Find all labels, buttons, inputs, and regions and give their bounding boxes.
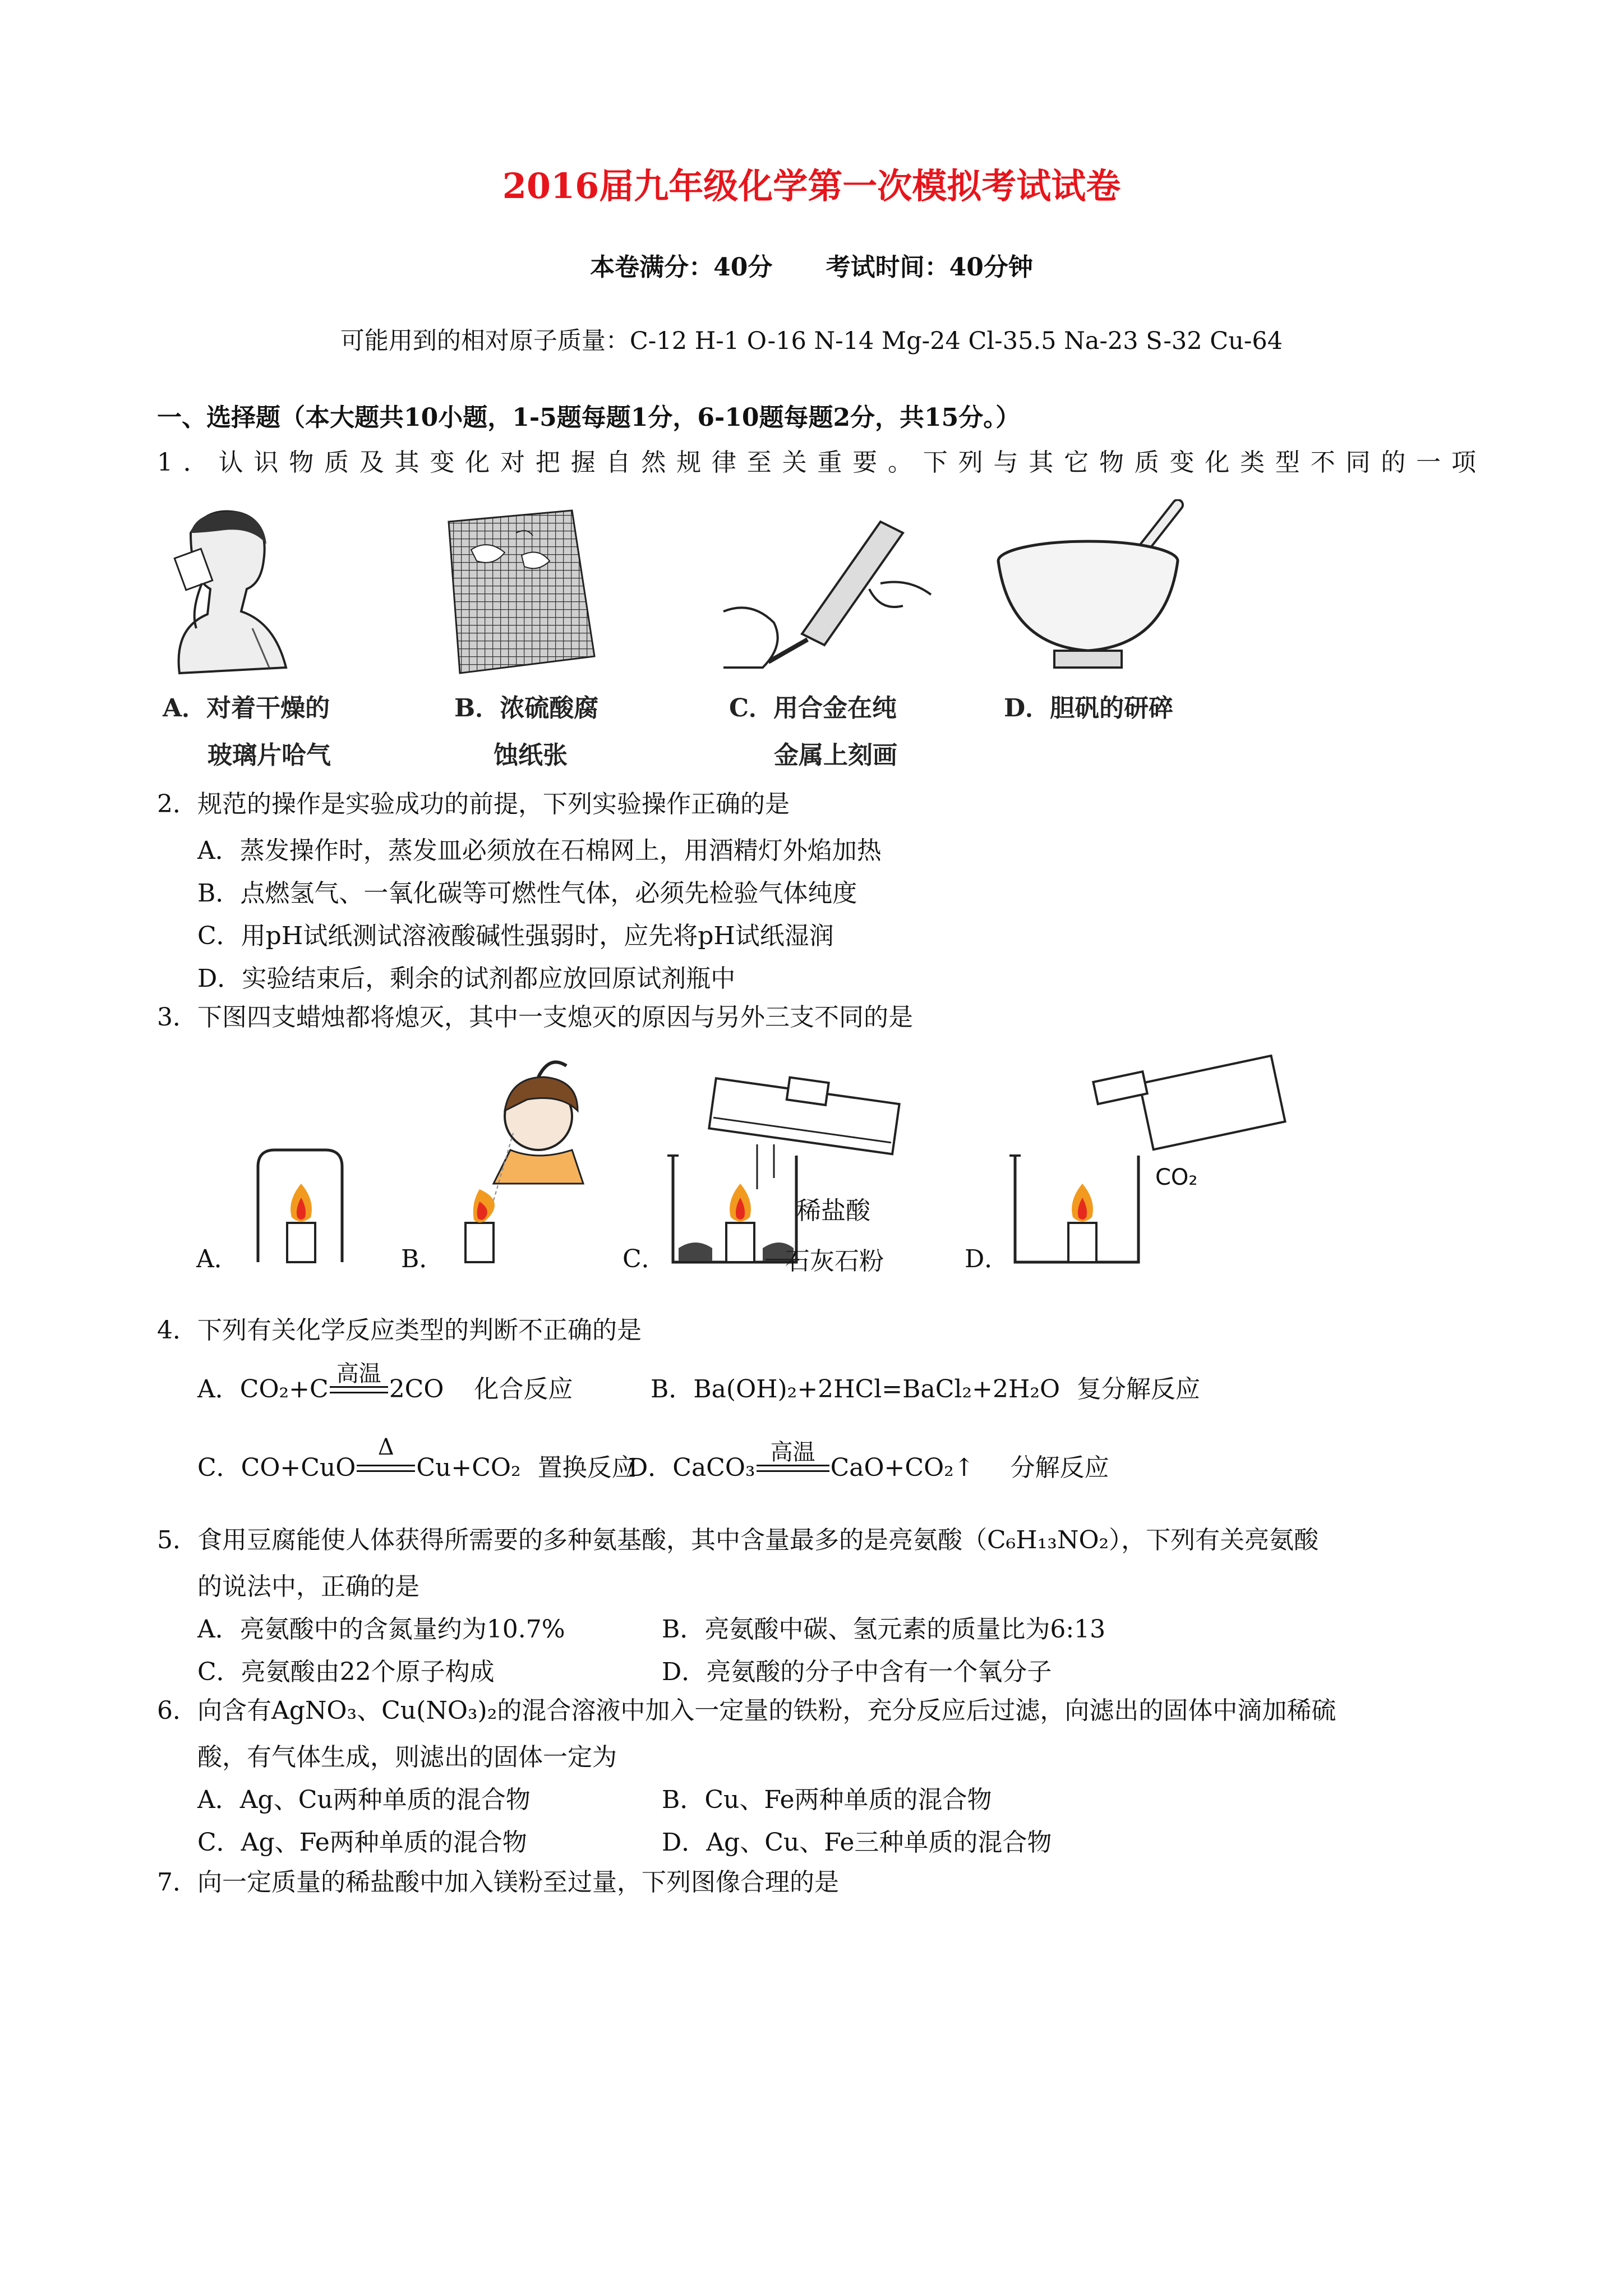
q4-b-equation: B．Ba(OH)₂+2HCl=BaCl₂+2H₂O [651,1375,1061,1404]
q3-acid-label: 稀盐酸 [796,1197,870,1225]
corroded-paper-grid-illustration [437,499,606,684]
q4-c-condition: Δ [377,1434,394,1460]
q1-figure-a [157,499,404,780]
q5-option-b: B．亮氨酸中碳、氢元素的质量比为6:13 [662,1615,1106,1644]
q4-option-d [628,1439,1109,1483]
q3-co2-label: CO₂ [1155,1165,1198,1190]
exam-time: 考试时间：40分钟 [826,253,1033,282]
q1-caption-a-line1: A．对着干燥的 [163,694,330,723]
q2-option-b: B．点燃氢气、一氧化碳等可燃性气体，必须先检验气体纯度 [197,879,857,908]
q4-a-products: 2CO [389,1375,444,1404]
q1-caption-d-line1: D．胆矾的研碎 [1004,694,1174,723]
q3-limestone-pointer [766,1259,799,1260]
q4-c-reactants: C．CO+CuO [197,1453,356,1482]
person-breathing-on-glass-illustration [157,499,404,684]
q2-option-a: A．蒸发操作时，蒸发皿必须放在石棉网上，用酒精灯外焰加热 [197,836,882,865]
question-1-stem: 1．认识物质及其变化对把握自然规律至关重要。下列与其它物质变化类型不同的一项 [157,448,1476,477]
q6-option-b: B．Cu、Fe两种单质的混合物 [662,1786,992,1814]
reaction-condition-equals [330,1361,388,1401]
q4-option-c [197,1434,637,1483]
q1-caption-c-line1: C．用合金在纯 [729,694,897,723]
q6-option-d: D．Ag、Cu、Fe三种单质的混合物 [662,1828,1052,1857]
q1-caption-b-line1: B．浓硫酸腐 [454,694,599,723]
q1-figure-d [987,499,1223,780]
girl-blowing-candle [465,1062,583,1262]
beaker-co2-pour [1009,1055,1285,1262]
alloy-scratching-metal-illustration [712,499,948,684]
candle-under-bell-jar [258,1150,342,1262]
q4-a-type: 化合反应 [474,1375,573,1404]
atomic-masses: 可能用到的相对原子质量：C-12 H-1 O-16 N-14 Mg-24 Cl-35.5 Na-23 S-32 Cu-64 [340,327,1283,355]
q3-limestone-label: 石灰石粉 [785,1247,884,1276]
beaker-limestone-hcl [667,1067,901,1262]
q1-caption-c-line2: 金属上刻画 [774,741,897,770]
q5-option-c: C．亮氨酸由22个原子构成 [197,1658,495,1686]
question-6-stem-line1: 6．向含有AgNO₃、Cu(NO₃)₂的混合溶液中加入一定量的铁粉，充分反应后过滤，向滤出的固体中滴加稀硫 [157,1696,1336,1725]
q4-d-condition: 高温 [770,1439,815,1465]
q3-label-c: C． [623,1245,666,1273]
q3-label-d: D． [965,1245,1009,1273]
question-4-stem: 4．下列有关化学反应类型的判断不正确的是 [157,1316,642,1345]
q1-figure-c [712,499,948,780]
q4-d-type: 分解反应 [1010,1453,1109,1482]
q4-c-type: 置换反应 [537,1453,637,1482]
question-6-stem-line2: 酸，有气体生成，则滤出的固体一定为 [197,1743,617,1772]
exam-title: 2016届九年级化学第一次模拟考试试卷 [502,165,1121,206]
section-heading: 一、选择题（本大题共10小题，1-5题每题1分，6-10题每题2分，共15分。） [157,403,1021,432]
q5-option-a: A．亮氨酸中的含氮量约为10.7% [197,1615,565,1644]
reaction-condition-equals [357,1434,415,1479]
q4-d-reactants: D．CaCO₃ [628,1453,755,1482]
question-5-stem-line1: 5．食用豆腐能使人体获得所需要的多种氨基酸，其中含量最多的是亮氨酸（C₆H₁₃NO₂），下列有关亮氨酸 [157,1526,1319,1554]
q2-option-c: C．用pH试纸测试溶液酸碱性强弱时，应先将pH试纸湿润 [197,922,834,950]
q1-caption-a-line2: 玻璃片哈气 [208,741,331,770]
question-2-stem: 2．规范的操作是实验成功的前提，下列实验操作正确的是 [157,790,790,818]
q6-option-c: C．Ag、Fe两种单质的混合物 [197,1828,527,1857]
q6-option-a: A．Ag、Cu两种单质的混合物 [197,1786,531,1814]
q1-figure-b [437,499,651,780]
question-3-stem: 3．下图四支蜡烛都将熄灭，其中一支熄灭的原因与另外三支不同的是 [157,1003,913,1032]
q4-a-reactants: A．CO₂+C [197,1375,329,1404]
q4-d-products: CaO+CO₂↑ [830,1453,975,1482]
q1-caption-b-line2: 蚀纸张 [494,741,568,770]
q4-a-condition: 高温 [336,1361,381,1387]
q4-option-a [197,1361,573,1405]
q5-option-d: D．亮氨酸的分子中含有一个氧分子 [662,1658,1052,1686]
q3-label-b: B． [401,1245,444,1273]
q3-label-a: A． [196,1245,239,1273]
exam-info [0,247,1623,283]
q4-option-b [651,1369,1200,1405]
full-score: 本卷满分：40分 [590,253,773,282]
question-5-stem-line2: 的说法中，正确的是 [197,1572,419,1601]
q4-b-type: 复分解反应 [1077,1375,1201,1404]
mortar-and-pestle-illustration [987,499,1211,684]
q2-option-d: D．实验结束后，剩余的试剂都应放回原试剂瓶中 [197,964,736,993]
q4-c-products: Cu+CO₂ [416,1453,521,1482]
question-7-stem: 7．向一定质量的稀盐酸中加入镁粉至过量，下列图像合理的是 [157,1868,839,1897]
reaction-condition-equals [757,1439,829,1479]
